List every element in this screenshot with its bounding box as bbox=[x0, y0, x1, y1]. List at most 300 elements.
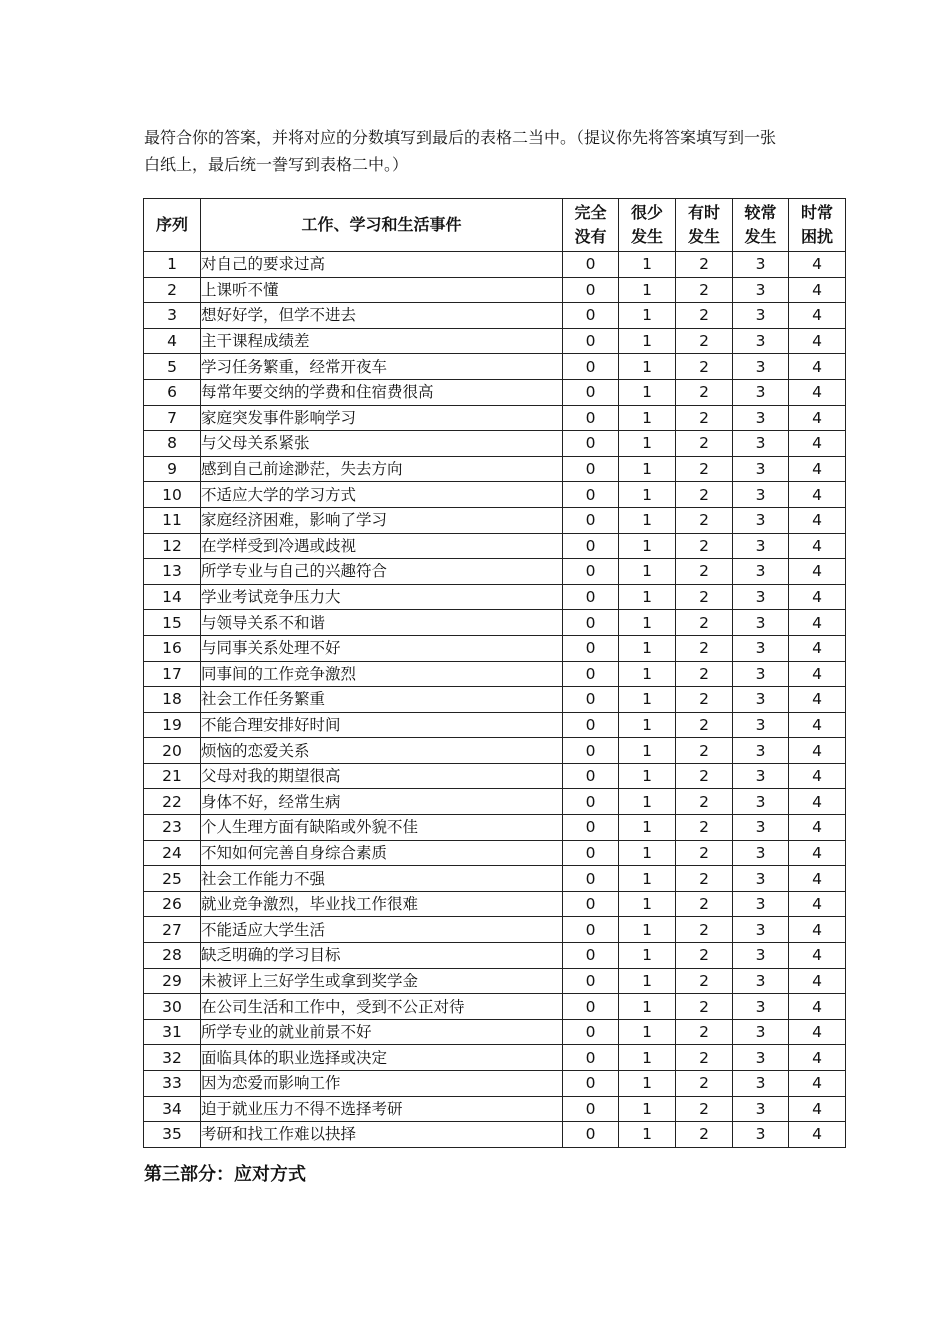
score-cell: 3 bbox=[733, 252, 789, 278]
score-cell: 1 bbox=[619, 891, 676, 917]
row-index: 22 bbox=[144, 789, 201, 815]
score-cell: 1 bbox=[619, 610, 676, 636]
score-cell: 3 bbox=[733, 1019, 789, 1045]
score-cell: 3 bbox=[733, 1045, 789, 1071]
score-cell: 4 bbox=[789, 763, 846, 789]
table-row bbox=[144, 303, 846, 329]
score-cell: 2 bbox=[676, 456, 733, 482]
row-event: 所学专业的就业前景不好 bbox=[201, 1019, 563, 1045]
row-event: 个人生理方面有缺陷或外貌不佳 bbox=[201, 815, 563, 841]
table-row bbox=[144, 943, 846, 969]
score-cell: 0 bbox=[563, 994, 619, 1020]
score-cell: 3 bbox=[733, 328, 789, 354]
score-cell: 1 bbox=[619, 738, 676, 764]
score-cell: 4 bbox=[789, 1096, 846, 1122]
section-title: 第三部分：应对方式 bbox=[144, 1164, 306, 1185]
score-cell: 4 bbox=[789, 968, 846, 994]
score-cell: 0 bbox=[563, 917, 619, 943]
score-cell: 2 bbox=[676, 763, 733, 789]
score-cell: 1 bbox=[619, 584, 676, 610]
score-cell: 2 bbox=[676, 1122, 733, 1148]
table-row bbox=[144, 968, 846, 994]
score-cell: 1 bbox=[619, 379, 676, 405]
row-event: 家庭突发事件影响学习 bbox=[201, 405, 563, 431]
row-index: 11 bbox=[144, 507, 201, 533]
row-index: 10 bbox=[144, 482, 201, 508]
score-cell: 2 bbox=[676, 994, 733, 1020]
table-row bbox=[144, 507, 846, 533]
row-event: 家庭经济困难，影响了学习 bbox=[201, 507, 563, 533]
row-index: 29 bbox=[144, 968, 201, 994]
row-index: 23 bbox=[144, 815, 201, 841]
row-index: 3 bbox=[144, 303, 201, 329]
row-event: 与领导关系不和谐 bbox=[201, 610, 563, 636]
score-cell: 0 bbox=[563, 456, 619, 482]
score-cell: 2 bbox=[676, 507, 733, 533]
score-cell: 0 bbox=[563, 533, 619, 559]
row-index: 32 bbox=[144, 1045, 201, 1071]
row-event: 父母对我的期望很高 bbox=[201, 763, 563, 789]
score-cell: 4 bbox=[789, 687, 846, 713]
score-cell: 4 bbox=[789, 456, 846, 482]
score-cell: 4 bbox=[789, 1071, 846, 1097]
score-cell: 2 bbox=[676, 277, 733, 303]
score-cell: 2 bbox=[676, 405, 733, 431]
score-cell: 2 bbox=[676, 354, 733, 380]
row-index: 21 bbox=[144, 763, 201, 789]
score-cell: 4 bbox=[789, 328, 846, 354]
table-row bbox=[144, 610, 846, 636]
score-cell: 1 bbox=[619, 1122, 676, 1148]
score-cell: 3 bbox=[733, 943, 789, 969]
header-option-line: 完全 bbox=[574, 203, 607, 222]
intro-line-2: 白纸上，最后统一誊写到表格二中。） bbox=[144, 155, 409, 174]
score-cell: 1 bbox=[619, 354, 676, 380]
intro-line-1: 最符合你的答案，并将对应的分数填写到最后的表格二当中。（提议你先将答案填写到一张 bbox=[144, 128, 777, 147]
score-cell: 0 bbox=[563, 763, 619, 789]
row-event: 迫于就业压力不得不选择考研 bbox=[201, 1096, 563, 1122]
row-index: 19 bbox=[144, 712, 201, 738]
score-cell: 4 bbox=[789, 891, 846, 917]
table-row bbox=[144, 635, 846, 661]
score-cell: 2 bbox=[676, 1045, 733, 1071]
table-row bbox=[144, 431, 846, 457]
header-option-line: 很少 bbox=[630, 203, 663, 222]
score-cell: 3 bbox=[733, 994, 789, 1020]
score-cell: 3 bbox=[733, 584, 789, 610]
score-cell: 3 bbox=[733, 559, 789, 585]
score-cell: 3 bbox=[733, 482, 789, 508]
header-index: 序列 bbox=[144, 199, 201, 252]
score-cell: 3 bbox=[733, 687, 789, 713]
score-cell: 4 bbox=[789, 1045, 846, 1071]
score-cell: 1 bbox=[619, 635, 676, 661]
row-event: 对自己的要求过高 bbox=[201, 252, 563, 278]
score-cell: 4 bbox=[789, 482, 846, 508]
table-row bbox=[144, 994, 846, 1020]
row-event: 学业考试竞争压力大 bbox=[201, 584, 563, 610]
score-cell: 0 bbox=[563, 1122, 619, 1148]
table-row bbox=[144, 482, 846, 508]
score-cell: 1 bbox=[619, 252, 676, 278]
score-cell: 2 bbox=[676, 738, 733, 764]
score-cell: 3 bbox=[733, 891, 789, 917]
row-event: 想好好学，但学不进去 bbox=[201, 303, 563, 329]
score-cell: 2 bbox=[676, 379, 733, 405]
score-cell: 3 bbox=[733, 1096, 789, 1122]
header-option-line: 发生 bbox=[744, 227, 777, 246]
score-cell: 4 bbox=[789, 610, 846, 636]
score-cell: 0 bbox=[563, 252, 619, 278]
row-event: 社会工作能力不强 bbox=[201, 866, 563, 892]
score-cell: 0 bbox=[563, 1071, 619, 1097]
score-cell: 4 bbox=[789, 917, 846, 943]
score-cell: 2 bbox=[676, 815, 733, 841]
score-cell: 2 bbox=[676, 303, 733, 329]
score-cell: 2 bbox=[676, 917, 733, 943]
header-option-line: 较常 bbox=[744, 203, 777, 222]
row-event: 面临具体的职业选择或决定 bbox=[201, 1045, 563, 1071]
score-cell: 0 bbox=[563, 687, 619, 713]
score-cell: 0 bbox=[563, 968, 619, 994]
row-index: 4 bbox=[144, 328, 201, 354]
score-cell: 1 bbox=[619, 328, 676, 354]
score-cell: 1 bbox=[619, 559, 676, 585]
table-row bbox=[144, 584, 846, 610]
row-event: 不适应大学的学习方式 bbox=[201, 482, 563, 508]
score-cell: 1 bbox=[619, 994, 676, 1020]
header-option-line: 有时 bbox=[687, 203, 720, 222]
score-cell: 2 bbox=[676, 789, 733, 815]
score-cell: 3 bbox=[733, 277, 789, 303]
row-event: 烦恼的恋爱关系 bbox=[201, 738, 563, 764]
score-cell: 3 bbox=[733, 661, 789, 687]
score-cell: 0 bbox=[563, 1045, 619, 1071]
table-row bbox=[144, 1071, 846, 1097]
intro-text bbox=[144, 124, 844, 178]
row-index: 17 bbox=[144, 661, 201, 687]
row-index: 30 bbox=[144, 994, 201, 1020]
score-cell: 2 bbox=[676, 840, 733, 866]
score-cell: 1 bbox=[619, 712, 676, 738]
score-cell: 0 bbox=[563, 354, 619, 380]
score-cell: 1 bbox=[619, 456, 676, 482]
score-cell: 4 bbox=[789, 559, 846, 585]
score-cell: 3 bbox=[733, 431, 789, 457]
table-row bbox=[144, 277, 846, 303]
row-event: 主干课程成绩差 bbox=[201, 328, 563, 354]
score-cell: 0 bbox=[563, 866, 619, 892]
row-index: 26 bbox=[144, 891, 201, 917]
table-row bbox=[144, 866, 846, 892]
score-cell: 3 bbox=[733, 354, 789, 380]
table-row bbox=[144, 738, 846, 764]
score-cell: 0 bbox=[563, 789, 619, 815]
table-row bbox=[144, 687, 846, 713]
row-index: 25 bbox=[144, 866, 201, 892]
score-cell: 2 bbox=[676, 661, 733, 687]
row-index: 34 bbox=[144, 1096, 201, 1122]
score-cell: 4 bbox=[789, 379, 846, 405]
row-event: 因为恋爱而影响工作 bbox=[201, 1071, 563, 1097]
score-cell: 2 bbox=[676, 891, 733, 917]
score-cell: 4 bbox=[789, 354, 846, 380]
score-cell: 2 bbox=[676, 559, 733, 585]
score-cell: 4 bbox=[789, 661, 846, 687]
score-cell: 0 bbox=[563, 431, 619, 457]
score-cell: 1 bbox=[619, 507, 676, 533]
score-cell: 0 bbox=[563, 943, 619, 969]
row-index: 18 bbox=[144, 687, 201, 713]
row-event: 与父母关系紧张 bbox=[201, 431, 563, 457]
score-cell: 4 bbox=[789, 405, 846, 431]
score-cell: 3 bbox=[733, 712, 789, 738]
score-cell: 1 bbox=[619, 661, 676, 687]
score-cell: 4 bbox=[789, 252, 846, 278]
row-event: 上课听不懂 bbox=[201, 277, 563, 303]
row-event: 就业竞争激烈，毕业找工作很难 bbox=[201, 891, 563, 917]
header-option-line: 困扰 bbox=[800, 227, 833, 246]
score-cell: 4 bbox=[789, 712, 846, 738]
score-cell: 1 bbox=[619, 533, 676, 559]
row-index: 20 bbox=[144, 738, 201, 764]
row-event: 在学样受到冷遇或歧视 bbox=[201, 533, 563, 559]
score-cell: 4 bbox=[789, 789, 846, 815]
score-cell: 4 bbox=[789, 277, 846, 303]
score-cell: 3 bbox=[733, 840, 789, 866]
score-cell: 1 bbox=[619, 789, 676, 815]
row-index: 16 bbox=[144, 635, 201, 661]
row-event: 在公司生活和工作中，受到不公正对待 bbox=[201, 994, 563, 1020]
row-event: 同事间的工作竞争激烈 bbox=[201, 661, 563, 687]
table-header bbox=[144, 199, 846, 252]
row-event: 学习任务繁重，经常开夜车 bbox=[201, 354, 563, 380]
score-cell: 2 bbox=[676, 328, 733, 354]
header-option-always bbox=[789, 199, 846, 252]
score-cell: 0 bbox=[563, 328, 619, 354]
score-cell: 0 bbox=[563, 584, 619, 610]
score-cell: 1 bbox=[619, 968, 676, 994]
score-cell: 3 bbox=[733, 1122, 789, 1148]
row-event: 不知如何完善自身综合素质 bbox=[201, 840, 563, 866]
row-index: 15 bbox=[144, 610, 201, 636]
table-row bbox=[144, 456, 846, 482]
score-cell: 0 bbox=[563, 610, 619, 636]
table-row bbox=[144, 712, 846, 738]
score-cell: 0 bbox=[563, 661, 619, 687]
table-row bbox=[144, 379, 846, 405]
score-cell: 0 bbox=[563, 1019, 619, 1045]
row-event: 与同事关系处理不好 bbox=[201, 635, 563, 661]
score-cell: 3 bbox=[733, 866, 789, 892]
table-row bbox=[144, 815, 846, 841]
score-cell: 4 bbox=[789, 635, 846, 661]
table-row bbox=[144, 840, 846, 866]
score-cell: 0 bbox=[563, 559, 619, 585]
score-cell: 2 bbox=[676, 584, 733, 610]
table-row bbox=[144, 405, 846, 431]
header-event: 工作、学习和生活事件 bbox=[201, 199, 563, 252]
row-index: 7 bbox=[144, 405, 201, 431]
header-option-sometimes bbox=[676, 199, 733, 252]
score-cell: 4 bbox=[789, 994, 846, 1020]
score-cell: 3 bbox=[733, 533, 789, 559]
score-cell: 1 bbox=[619, 840, 676, 866]
score-cell: 0 bbox=[563, 303, 619, 329]
row-index: 33 bbox=[144, 1071, 201, 1097]
score-cell: 4 bbox=[789, 533, 846, 559]
score-cell: 2 bbox=[676, 431, 733, 457]
row-event: 感到自己前途渺茫，失去方向 bbox=[201, 456, 563, 482]
score-cell: 3 bbox=[733, 635, 789, 661]
row-index: 9 bbox=[144, 456, 201, 482]
score-cell: 2 bbox=[676, 866, 733, 892]
table-row bbox=[144, 1122, 846, 1148]
score-cell: 4 bbox=[789, 1122, 846, 1148]
score-cell: 3 bbox=[733, 303, 789, 329]
row-event: 缺乏明确的学习目标 bbox=[201, 943, 563, 969]
score-cell: 3 bbox=[733, 1071, 789, 1097]
row-index: 27 bbox=[144, 917, 201, 943]
row-event: 所学专业与自己的兴趣符合 bbox=[201, 559, 563, 585]
score-cell: 0 bbox=[563, 277, 619, 303]
score-cell: 2 bbox=[676, 1019, 733, 1045]
table-row bbox=[144, 661, 846, 687]
score-cell: 3 bbox=[733, 738, 789, 764]
row-index: 1 bbox=[144, 252, 201, 278]
score-cell: 1 bbox=[619, 277, 676, 303]
score-cell: 4 bbox=[789, 1019, 846, 1045]
table-row bbox=[144, 763, 846, 789]
row-event: 身体不好，经常生病 bbox=[201, 789, 563, 815]
score-cell: 3 bbox=[733, 610, 789, 636]
score-cell: 1 bbox=[619, 1045, 676, 1071]
score-cell: 4 bbox=[789, 840, 846, 866]
row-event: 不能适应大学生活 bbox=[201, 917, 563, 943]
score-cell: 0 bbox=[563, 712, 619, 738]
score-cell: 1 bbox=[619, 1019, 676, 1045]
table-row bbox=[144, 559, 846, 585]
row-index: 14 bbox=[144, 584, 201, 610]
score-cell: 0 bbox=[563, 840, 619, 866]
row-event: 社会工作任务繁重 bbox=[201, 687, 563, 713]
score-cell: 3 bbox=[733, 405, 789, 431]
header-row bbox=[144, 199, 846, 252]
score-cell: 1 bbox=[619, 1096, 676, 1122]
row-index: 6 bbox=[144, 379, 201, 405]
row-index: 28 bbox=[144, 943, 201, 969]
score-cell: 4 bbox=[789, 943, 846, 969]
score-cell: 4 bbox=[789, 866, 846, 892]
row-index: 35 bbox=[144, 1122, 201, 1148]
score-cell: 3 bbox=[733, 815, 789, 841]
score-cell: 1 bbox=[619, 763, 676, 789]
score-cell: 4 bbox=[789, 738, 846, 764]
header-option-often bbox=[733, 199, 789, 252]
score-cell: 0 bbox=[563, 891, 619, 917]
row-index: 2 bbox=[144, 277, 201, 303]
table-row bbox=[144, 789, 846, 815]
score-cell: 0 bbox=[563, 635, 619, 661]
score-cell: 4 bbox=[789, 507, 846, 533]
row-event: 每常年要交纳的学费和住宿费很高 bbox=[201, 379, 563, 405]
score-cell: 0 bbox=[563, 1096, 619, 1122]
score-cell: 2 bbox=[676, 1071, 733, 1097]
score-cell: 4 bbox=[789, 431, 846, 457]
score-cell: 1 bbox=[619, 687, 676, 713]
table-row bbox=[144, 328, 846, 354]
score-cell: 3 bbox=[733, 507, 789, 533]
row-index: 24 bbox=[144, 840, 201, 866]
score-cell: 2 bbox=[676, 482, 733, 508]
score-cell: 3 bbox=[733, 379, 789, 405]
score-cell: 0 bbox=[563, 507, 619, 533]
score-cell: 1 bbox=[619, 431, 676, 457]
row-index: 31 bbox=[144, 1019, 201, 1045]
score-cell: 0 bbox=[563, 482, 619, 508]
score-cell: 1 bbox=[619, 303, 676, 329]
score-cell: 3 bbox=[733, 763, 789, 789]
table-row bbox=[144, 1045, 846, 1071]
score-cell: 1 bbox=[619, 482, 676, 508]
score-cell: 1 bbox=[619, 943, 676, 969]
score-cell: 1 bbox=[619, 815, 676, 841]
score-cell: 2 bbox=[676, 943, 733, 969]
stress-events-table bbox=[143, 198, 846, 1148]
score-cell: 2 bbox=[676, 533, 733, 559]
score-cell: 3 bbox=[733, 917, 789, 943]
table-row bbox=[144, 252, 846, 278]
score-cell: 1 bbox=[619, 866, 676, 892]
table-row bbox=[144, 891, 846, 917]
score-cell: 2 bbox=[676, 968, 733, 994]
score-cell: 0 bbox=[563, 405, 619, 431]
score-cell: 2 bbox=[676, 252, 733, 278]
score-cell: 3 bbox=[733, 789, 789, 815]
score-cell: 4 bbox=[789, 584, 846, 610]
score-cell: 0 bbox=[563, 815, 619, 841]
score-cell: 4 bbox=[789, 303, 846, 329]
row-event: 未被评上三好学生或拿到奖学金 bbox=[201, 968, 563, 994]
table-row bbox=[144, 533, 846, 559]
score-cell: 2 bbox=[676, 1096, 733, 1122]
table-row bbox=[144, 354, 846, 380]
score-cell: 3 bbox=[733, 456, 789, 482]
header-option-rarely bbox=[619, 199, 676, 252]
table-row bbox=[144, 1096, 846, 1122]
score-cell: 2 bbox=[676, 610, 733, 636]
row-event: 考研和找工作难以抉择 bbox=[201, 1122, 563, 1148]
header-option-never bbox=[563, 199, 619, 252]
score-cell: 0 bbox=[563, 738, 619, 764]
header-option-line: 发生 bbox=[687, 227, 720, 246]
score-cell: 3 bbox=[733, 968, 789, 994]
score-cell: 1 bbox=[619, 917, 676, 943]
score-cell: 0 bbox=[563, 379, 619, 405]
score-cell: 1 bbox=[619, 405, 676, 431]
header-option-line: 发生 bbox=[630, 227, 663, 246]
table-row bbox=[144, 917, 846, 943]
row-index: 8 bbox=[144, 431, 201, 457]
row-index: 12 bbox=[144, 533, 201, 559]
table-body bbox=[144, 252, 846, 1148]
header-option-line: 时常 bbox=[800, 203, 833, 222]
header-option-line: 没有 bbox=[574, 227, 607, 246]
row-index: 5 bbox=[144, 354, 201, 380]
table-row bbox=[144, 1019, 846, 1045]
score-cell: 1 bbox=[619, 1071, 676, 1097]
row-event: 不能合理安排好时间 bbox=[201, 712, 563, 738]
